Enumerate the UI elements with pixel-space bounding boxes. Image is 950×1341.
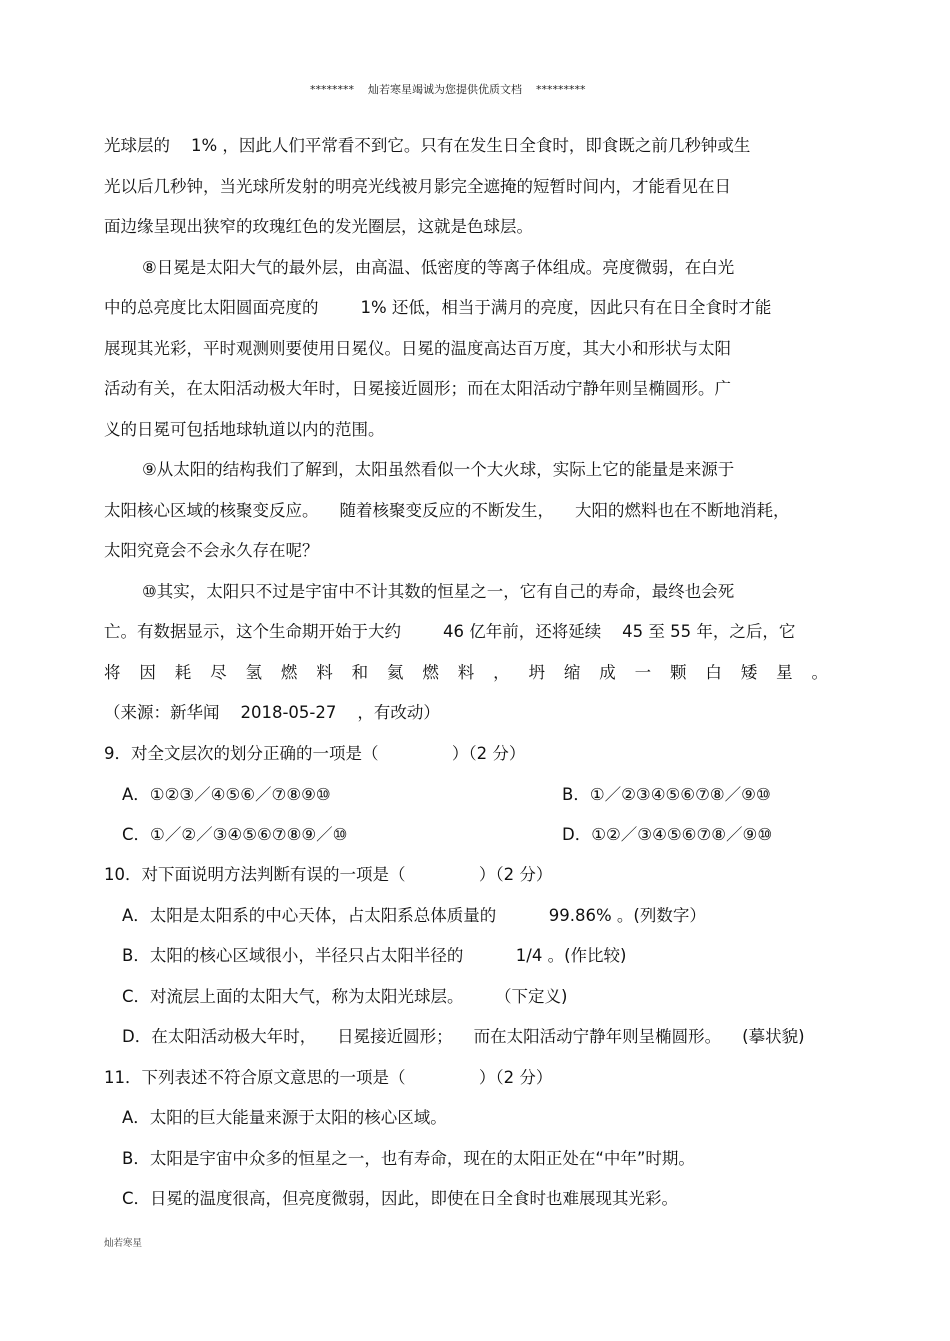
spread-char: 料 (457, 663, 475, 682)
paragraph-9-start: ⑨从太阳的结构我们了解到，太阳虽然看似一个大火球，实际上它的能量是来源于 (142, 460, 735, 479)
spread-char: 矮 (740, 663, 758, 682)
source-citation: （来源：新华闻 2018-05-27 ，有改动） (104, 703, 440, 722)
question-9-option-a: A．①②③／④⑤⑥／⑦⑧⑨⑩ (122, 785, 331, 804)
question-9-stem: 9．对全文层次的划分正确的一项是（ ）（2 分） (104, 744, 526, 763)
spread-char: 燃 (422, 663, 439, 682)
question-9-option-c: C．①／②／③④⑤⑥⑦⑧⑨／⑩ (122, 825, 348, 844)
spread-char: ， (493, 663, 510, 682)
spread-char: 因 (139, 663, 156, 682)
spread-char: 氢 (245, 663, 262, 682)
spread-char: 。 (811, 663, 828, 682)
spread-char: 料 (316, 663, 333, 682)
text-line: 义的日冕可包括地球轨道以内的范围。 (104, 420, 385, 439)
question-11-option-a: A．太阳的巨大能量来源于太阳的核心区域。 (122, 1108, 447, 1127)
text-line: 中的总亮度比太阳圆面亮度的 1% 还低，相当于满月的亮度，因此只有在日全食时才能 (104, 298, 772, 317)
spread-char: 燃 (280, 663, 298, 682)
spread-char: 坍 (528, 663, 545, 682)
spread-char: 氦 (387, 663, 404, 682)
question-10-stem: 10．对下面说明方法判断有误的一项是（ ）（2 分） (104, 865, 553, 884)
spread-char: 和 (351, 663, 369, 682)
spread-char: 一 (634, 663, 652, 682)
question-10-option-a: A．太阳是太阳系的中心天体，占太阳系总体质量的 99.86% 。(列数字） (122, 906, 706, 925)
text-line: 面边缘呈现出狭窄的玫瑰红色的发光圈层，这就是色球层。 (104, 217, 533, 236)
text-line: 光以后几秒钟，当光球所发射的明亮光线被月影完全遮掩的短暂时间内，才能看见在日 (104, 177, 731, 196)
question-9-option-d: D．①②／③④⑤⑥⑦⑧／⑨⑩ (562, 825, 773, 844)
text-line: 太阳核心区域的核聚变反应。 随着核聚变反应的不断发生， 大阳的燃料也在不断地消耗， (104, 501, 790, 520)
text-line: 活动有关，在太阳活动极大年时，日冕接近圆形；而在太阳活动宁静年则呈椭圆形。广 (104, 379, 731, 398)
question-10-option-d: D．在太阳活动极大年时， 日冕接近圆形； 而在太阳活动宁静年则呈椭圆形。 (摹状貌) (122, 1027, 805, 1046)
spread-char: 星 (776, 663, 793, 682)
question-11-option-c: C．日冕的温度很高，但亮度微弱，因此，即使在日全食时也难展现其光彩。 (122, 1189, 679, 1208)
page-footer: 灿若寒星 (104, 1238, 143, 1249)
spread-char: 白 (705, 663, 722, 682)
spread-char: 耗 (174, 663, 192, 682)
spread-char: 成 (599, 663, 616, 682)
paragraph-10-start: ⑩其实，太阳只不过是宇宙中不计其数的恒星之一，它有自己的寿命，最终也会死 (142, 582, 735, 601)
question-9-option-b: B．①／②③④⑤⑥⑦⑧／⑨⑩ (562, 785, 771, 804)
text-line: 亡。有数据显示，这个生命期开始于大约 46 亿年前，还将延续 45 至 55 年，之后，它 (104, 622, 796, 641)
text-line: 太阳究竟会不会永久存在呢？ (104, 541, 319, 560)
spread-char: 尽 (210, 663, 227, 682)
spread-char: 颗 (670, 663, 687, 682)
question-10-option-b: B．太阳的核心区域很小，半径只占太阳半径的 1/4 。(作比较) (122, 946, 627, 965)
spread-char: 将 (104, 663, 121, 682)
question-11-stem: 11．下列表述不符合原文意思的一项是（ ）（2 分） (104, 1068, 553, 1087)
question-11-option-b: B．太阳是宇宙中众多的恒星之一，也有寿命，现在的太阳正处在“中年”时期。 (122, 1149, 695, 1168)
text-line: 展现其光彩，平时观测则要使用日冕仪。日冕的温度高达百万度，其大小和形状与太阳 (104, 339, 731, 358)
spread-char: 缩 (563, 663, 581, 682)
text-line: 光球层的 1% ，因此人们平常看不到它。只有在发生日全食时，即食既之前几秒钟或生 (104, 136, 751, 155)
paragraph-8-start: ⑧日冕是太阳大气的最外层，由高温、低密度的等离子体组成。亮度微弱，在白光 (142, 258, 735, 277)
question-10-option-c: C．对流层上面的太阳大气，称为太阳光球层。 （下定义) (122, 987, 568, 1006)
justified-text-line (104, 662, 828, 684)
page-header: ******** 灿若寒星竭诚为您提供优质文档 ********* (310, 83, 586, 96)
